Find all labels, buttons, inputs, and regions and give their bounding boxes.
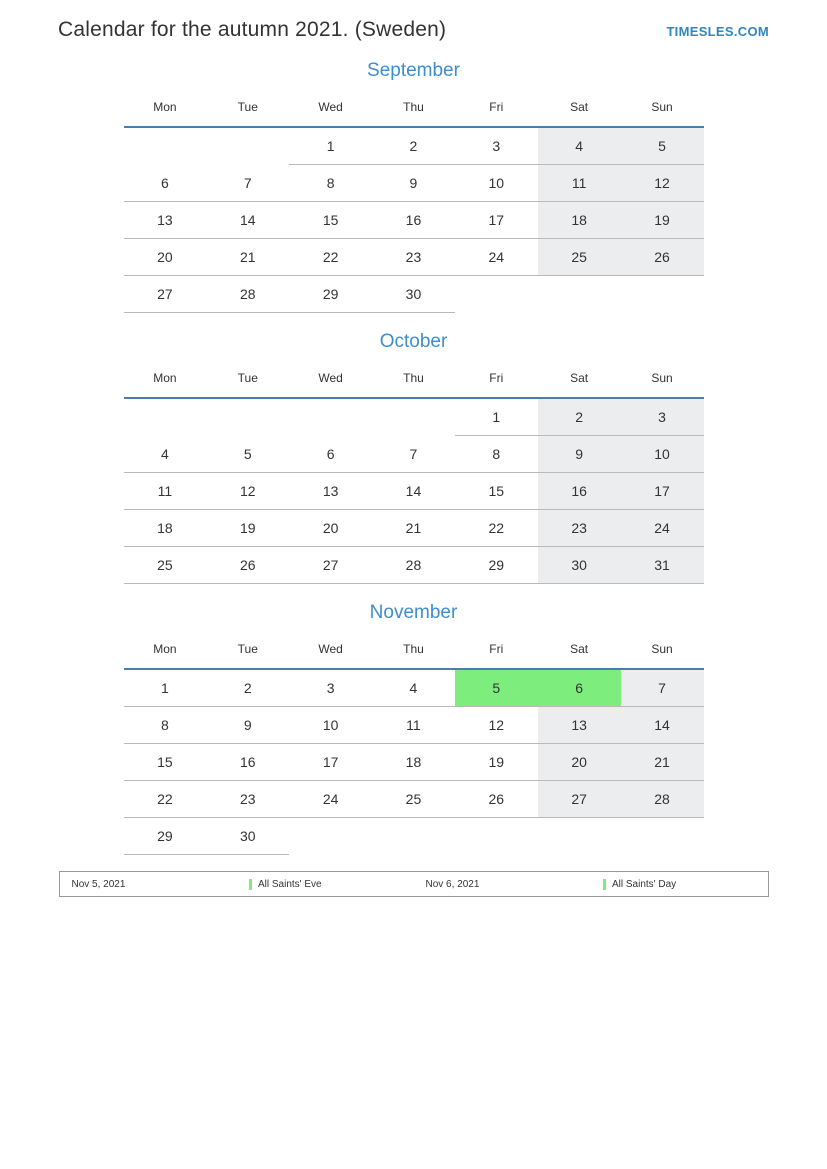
empty-day-cell (621, 818, 704, 855)
day-cell[interactable]: 20 (124, 239, 207, 276)
month-table (124, 363, 704, 584)
week-row (124, 818, 704, 855)
week-row (124, 547, 704, 584)
day-cell[interactable]: 1 (124, 669, 207, 707)
day-cell[interactable]: 11 (124, 473, 207, 510)
weekend-day-cell[interactable]: 17 (621, 473, 704, 510)
day-cell[interactable]: 1 (289, 127, 372, 165)
weekday-header-sun: Sun (621, 363, 704, 398)
day-cell[interactable]: 7 (206, 165, 289, 202)
week-row (124, 127, 704, 165)
day-cell[interactable]: 24 (455, 239, 538, 276)
empty-day-cell (372, 398, 455, 436)
day-cell[interactable]: 12 (206, 473, 289, 510)
month-title: October (379, 331, 448, 352)
day-cell[interactable]: 14 (372, 473, 455, 510)
weekday-header-mon: Mon (124, 363, 207, 398)
weekend-day-cell[interactable]: 10 (621, 436, 704, 473)
day-cell[interactable]: 16 (206, 744, 289, 781)
legend-date: Nov 6, 2021 (425, 878, 480, 890)
week-row (124, 165, 704, 202)
legend-holiday-name: All Saints' Day (611, 878, 677, 890)
weekend-day-cell[interactable]: 20 (538, 744, 621, 781)
weekday-header-wed: Wed (289, 363, 372, 398)
months-container (0, 60, 827, 855)
weekday-header-tue: Tue (206, 92, 289, 127)
empty-day-cell (538, 818, 621, 855)
weekday-header-thu: Thu (372, 634, 455, 669)
day-cell[interactable]: 9 (372, 165, 455, 202)
week-row (124, 398, 704, 436)
weekend-day-cell[interactable]: 23 (538, 510, 621, 547)
weekend-day-cell[interactable]: 11 (538, 165, 621, 202)
month-table (124, 92, 704, 313)
day-cell[interactable]: 29 (289, 276, 372, 313)
weekend-day-cell[interactable]: 31 (621, 547, 704, 584)
month-title: September (367, 60, 460, 81)
day-cell[interactable]: 9 (206, 707, 289, 744)
day-cell[interactable]: 26 (206, 547, 289, 584)
day-cell[interactable]: 19 (206, 510, 289, 547)
weekend-day-cell[interactable]: 30 (538, 547, 621, 584)
weekday-header-mon: Mon (124, 92, 207, 127)
empty-day-cell (289, 818, 372, 855)
day-cell[interactable]: 7 (372, 436, 455, 473)
day-cell[interactable]: 20 (289, 510, 372, 547)
day-cell[interactable]: 5 (206, 436, 289, 473)
month-title: November (369, 602, 458, 623)
weekend-day-cell[interactable]: 28 (621, 781, 704, 818)
day-cell[interactable]: 3 (455, 127, 538, 165)
weekday-header-row (124, 363, 704, 398)
day-cell[interactable]: 21 (372, 510, 455, 547)
week-row (124, 744, 704, 781)
day-cell[interactable]: 6 (289, 436, 372, 473)
holiday-day-cell[interactable]: 6 (538, 669, 621, 707)
holiday-color-swatch-icon (249, 879, 252, 890)
weekday-header-sat: Sat (538, 363, 621, 398)
day-cell[interactable]: 10 (289, 707, 372, 744)
week-row (124, 510, 704, 547)
holiday-color-swatch-icon (603, 879, 606, 890)
month-table (124, 634, 704, 855)
empty-day-cell (124, 127, 207, 165)
day-cell[interactable]: 21 (206, 239, 289, 276)
weekend-day-cell[interactable]: 24 (621, 510, 704, 547)
month-block (124, 602, 704, 855)
weekday-header-sun: Sun (621, 92, 704, 127)
empty-day-cell (621, 276, 704, 313)
week-row (124, 669, 704, 707)
day-cell[interactable]: 16 (372, 202, 455, 239)
day-cell[interactable]: 27 (124, 276, 207, 313)
day-cell[interactable]: 23 (206, 781, 289, 818)
day-cell[interactable]: 10 (455, 165, 538, 202)
week-row (124, 781, 704, 818)
empty-day-cell (206, 127, 289, 165)
day-cell[interactable]: 11 (372, 707, 455, 744)
brand-link[interactable]: TIMESLES.COM (666, 24, 769, 39)
weekday-header-mon: Mon (124, 634, 207, 669)
empty-day-cell (372, 818, 455, 855)
day-cell[interactable]: 3 (289, 669, 372, 707)
day-cell[interactable]: 25 (372, 781, 455, 818)
week-row (124, 276, 704, 313)
empty-day-cell (206, 398, 289, 436)
weekday-header-sun: Sun (621, 634, 704, 669)
day-cell[interactable]: 28 (372, 547, 455, 584)
day-cell[interactable]: 15 (455, 473, 538, 510)
day-cell[interactable]: 27 (289, 547, 372, 584)
day-cell[interactable]: 25 (124, 547, 207, 584)
day-cell[interactable]: 18 (124, 510, 207, 547)
day-cell[interactable]: 8 (455, 436, 538, 473)
day-cell[interactable]: 30 (206, 818, 289, 855)
day-cell[interactable]: 30 (372, 276, 455, 313)
weekday-header-tue: Tue (206, 363, 289, 398)
weekday-header-sat: Sat (538, 634, 621, 669)
legend-holiday-name: All Saints' Eve (257, 878, 322, 890)
weekend-day-cell[interactable]: 3 (621, 398, 704, 436)
page-title: Calendar for the autumn 2021. (Sweden) (58, 18, 447, 41)
day-cell[interactable]: 13 (289, 473, 372, 510)
weekday-header-thu: Thu (372, 92, 455, 127)
weekend-day-cell[interactable]: 18 (538, 202, 621, 239)
week-row (124, 436, 704, 473)
legend-holiday-entry (603, 872, 768, 896)
day-cell[interactable]: 8 (124, 707, 207, 744)
weekday-header-row (124, 92, 704, 127)
day-cell[interactable]: 22 (455, 510, 538, 547)
day-cell[interactable]: 13 (124, 202, 207, 239)
day-cell[interactable]: 15 (124, 744, 207, 781)
day-cell[interactable]: 17 (455, 202, 538, 239)
weekday-header-fri: Fri (455, 363, 538, 398)
weekday-header-row (124, 634, 704, 669)
week-row (124, 473, 704, 510)
day-cell[interactable]: 28 (206, 276, 289, 313)
weekend-day-cell[interactable]: 4 (538, 127, 621, 165)
weekend-day-cell[interactable]: 5 (621, 127, 704, 165)
weekend-day-cell[interactable]: 7 (621, 669, 704, 707)
weekday-header-thu: Thu (372, 363, 455, 398)
weekend-day-cell[interactable]: 26 (621, 239, 704, 276)
day-cell[interactable]: 18 (372, 744, 455, 781)
day-cell[interactable]: 2 (206, 669, 289, 707)
weekend-day-cell[interactable]: 16 (538, 473, 621, 510)
day-cell[interactable]: 29 (455, 547, 538, 584)
empty-day-cell (124, 398, 207, 436)
month-block (124, 331, 704, 584)
legend-date: Nov 5, 2021 (71, 878, 126, 890)
empty-day-cell (538, 276, 621, 313)
week-row (124, 202, 704, 239)
weekday-header-wed: Wed (289, 92, 372, 127)
day-cell[interactable]: 26 (455, 781, 538, 818)
holiday-day-cell[interactable]: 5 (455, 669, 538, 707)
week-row (124, 707, 704, 744)
day-cell[interactable]: 19 (455, 744, 538, 781)
day-cell[interactable]: 1 (455, 398, 538, 436)
weekday-header-wed: Wed (289, 634, 372, 669)
weekend-day-cell[interactable]: 19 (621, 202, 704, 239)
weekend-day-cell[interactable]: 12 (621, 165, 704, 202)
day-cell[interactable]: 2 (372, 127, 455, 165)
weekend-day-cell[interactable]: 2 (538, 398, 621, 436)
day-cell[interactable]: 22 (124, 781, 207, 818)
day-cell[interactable]: 4 (372, 669, 455, 707)
weekend-day-cell[interactable]: 21 (621, 744, 704, 781)
weekend-day-cell[interactable]: 14 (621, 707, 704, 744)
week-row (124, 239, 704, 276)
month-block (124, 60, 704, 313)
weekend-day-cell[interactable]: 27 (538, 781, 621, 818)
weekend-day-cell[interactable]: 25 (538, 239, 621, 276)
day-cell[interactable]: 12 (455, 707, 538, 744)
empty-day-cell (455, 276, 538, 313)
weekday-header-sat: Sat (538, 92, 621, 127)
day-cell[interactable]: 6 (124, 165, 207, 202)
legend-bar (59, 871, 769, 897)
empty-day-cell (455, 818, 538, 855)
weekday-header-tue: Tue (206, 634, 289, 669)
day-cell[interactable]: 4 (124, 436, 207, 473)
day-cell[interactable]: 17 (289, 744, 372, 781)
empty-day-cell (289, 398, 372, 436)
legend-holiday-entry (249, 872, 414, 896)
weekday-header-fri: Fri (455, 634, 538, 669)
day-cell[interactable]: 14 (206, 202, 289, 239)
day-cell[interactable]: 8 (289, 165, 372, 202)
day-cell[interactable]: 22 (289, 239, 372, 276)
weekend-day-cell[interactable]: 9 (538, 436, 621, 473)
day-cell[interactable]: 23 (372, 239, 455, 276)
day-cell[interactable]: 29 (124, 818, 207, 855)
day-cell[interactable]: 24 (289, 781, 372, 818)
weekend-day-cell[interactable]: 13 (538, 707, 621, 744)
day-cell[interactable]: 15 (289, 202, 372, 239)
weekday-header-fri: Fri (455, 92, 538, 127)
page-header (0, 0, 827, 42)
